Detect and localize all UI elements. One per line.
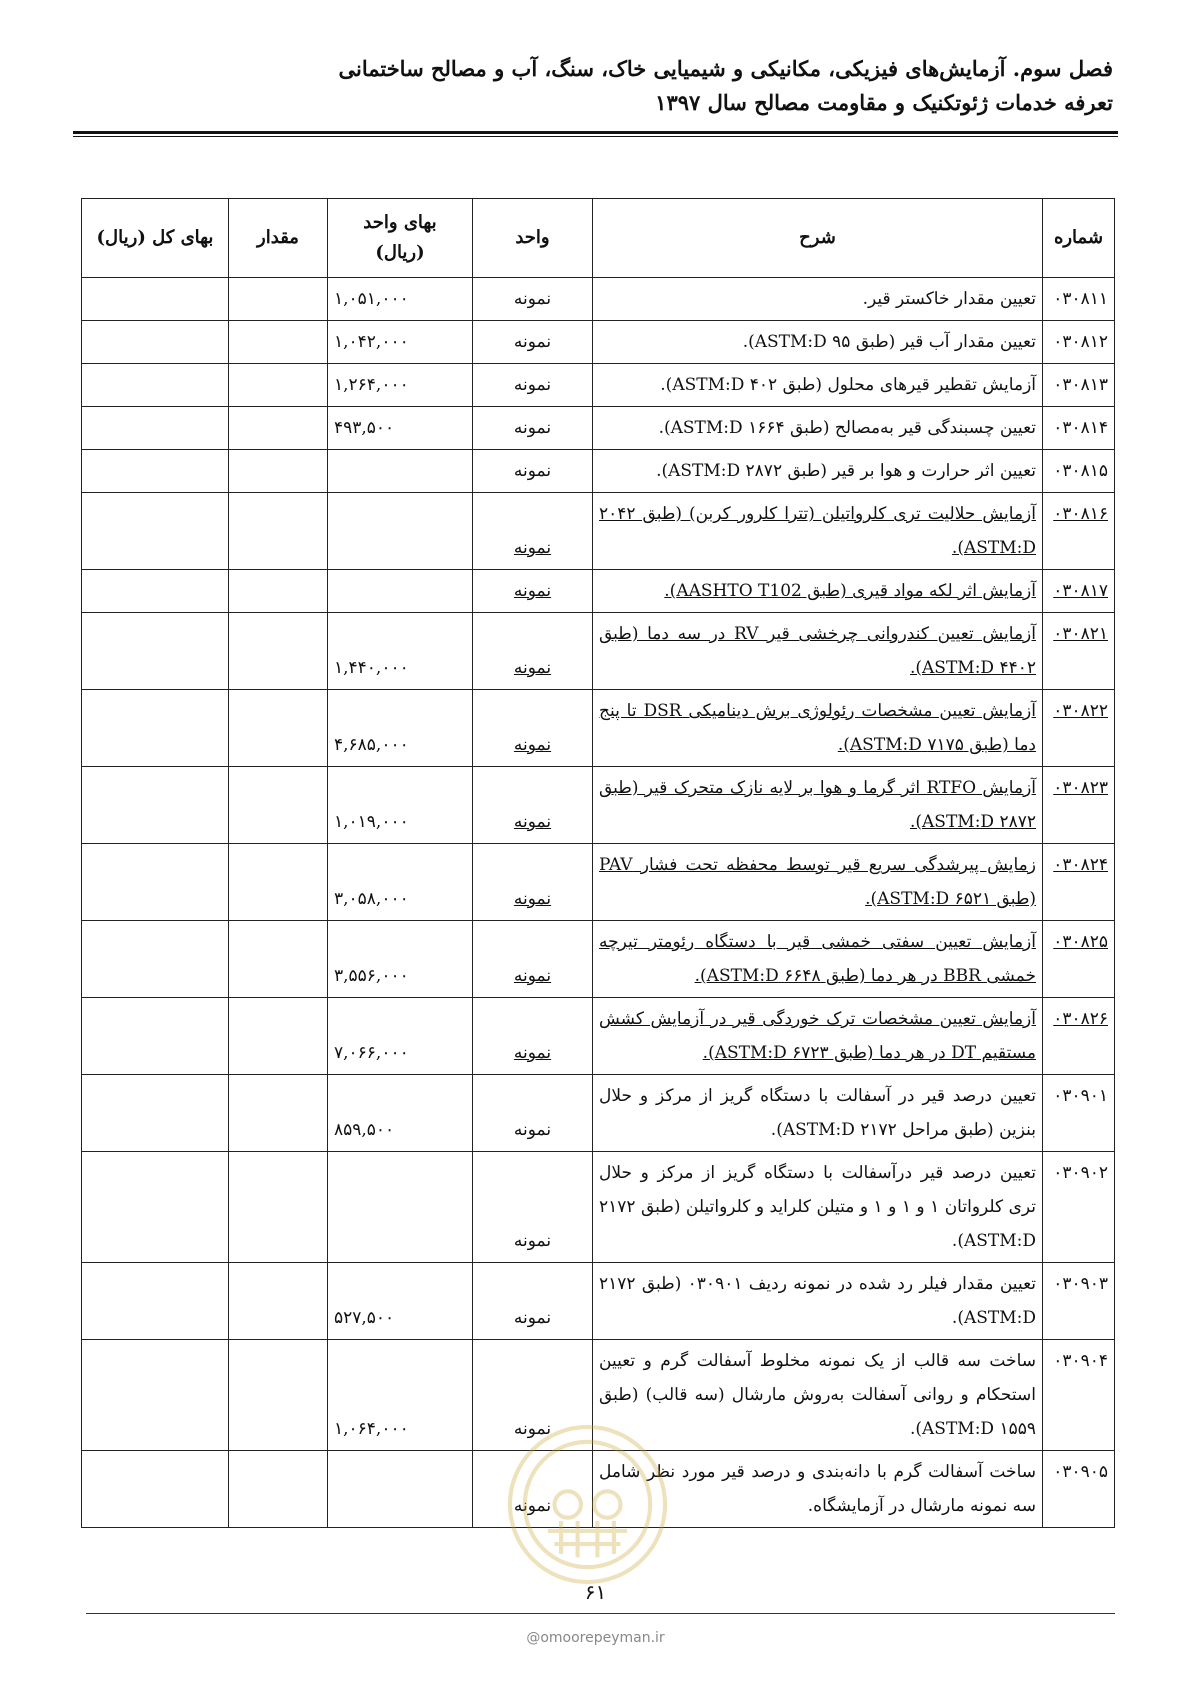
- row-unit-price: [328, 450, 473, 493]
- row-description: تعیین مقدار آب قیر (طبق ۹۵ ASTM:D).: [593, 321, 1043, 364]
- row-description: زمایش پیرشدگی سریع قیر توسط محفظه تحت فشار PAV (طبق ۶۵۲۱ ASTM:D).: [593, 844, 1043, 921]
- header-unit-price: [328, 199, 473, 278]
- row-description: ساخت سه قالب از یک نمونه مخلوط آسفالت گرم و تعیین استحکام و روانی آسفالت به‌روش مارشال (سه قالب) (طبق ۱۵۵۹ ASTM:D).: [593, 1340, 1043, 1451]
- row-total-price: [82, 321, 229, 364]
- table-row: [82, 690, 1115, 767]
- row-unit: نمونه: [473, 570, 593, 613]
- row-unit: نمونه: [473, 1075, 593, 1152]
- row-code: ۰۳۰۹۰۵: [1043, 1451, 1115, 1528]
- page-header: [78, 52, 1113, 120]
- row-unit-price: ۱,۰۴۲,۰۰۰: [328, 321, 473, 364]
- header-description: شرح: [593, 199, 1043, 278]
- row-quantity: [229, 767, 328, 844]
- row-description: آزمایش تعیین کندروانی چرخشی قیر RV در سه دما (طبق ۴۴۰۲ ASTM:D).: [593, 613, 1043, 690]
- row-unit-price: ۷,۰۶۶,۰۰۰: [328, 998, 473, 1075]
- row-code: ۰۳۰۸۱۲: [1043, 321, 1115, 364]
- row-unit-price: ۱,۴۴۰,۰۰۰: [328, 613, 473, 690]
- document-title: تعرفه خدمات ژئوتکنیک و مقاومت مصالح سال ۱۳۹۷: [655, 90, 1113, 115]
- row-quantity: [229, 998, 328, 1075]
- row-total-price: [82, 1075, 229, 1152]
- row-quantity: [229, 690, 328, 767]
- row-total-price: [82, 844, 229, 921]
- header-rule-thick: [73, 131, 1118, 134]
- row-unit-price: ۱,۰۱۹,۰۰۰: [328, 767, 473, 844]
- row-total-price: [82, 364, 229, 407]
- row-unit-price: ۳,۰۵۸,۰۰۰: [328, 844, 473, 921]
- row-code: ۰۳۰۸۱۵: [1043, 450, 1115, 493]
- row-code: ۰۳۰۹۰۱: [1043, 1075, 1115, 1152]
- row-code: ۰۳۰۹۰۳: [1043, 1263, 1115, 1340]
- row-code: ۰۳۰۸۱۱: [1043, 278, 1115, 321]
- footer-rule: [86, 1613, 1115, 1614]
- table-row: [82, 921, 1115, 998]
- row-total-price: [82, 690, 229, 767]
- row-unit: نمونه: [473, 1263, 593, 1340]
- row-unit: نمونه: [473, 998, 593, 1075]
- row-quantity: [229, 407, 328, 450]
- row-unit: نمونه: [473, 450, 593, 493]
- row-quantity: [229, 921, 328, 998]
- row-code: ۰۳۰۸۱۳: [1043, 364, 1115, 407]
- row-description: آزمایش اثر لکه مواد قیری (طبق AASHTO T102).: [593, 570, 1043, 613]
- page-number: ۶۱: [584, 1580, 607, 1604]
- row-unit: نمونه: [473, 278, 593, 321]
- row-unit-price: ۴,۶۸۵,۰۰۰: [328, 690, 473, 767]
- header-unit-price-label: بهای واحد: [363, 212, 437, 233]
- row-quantity: [229, 364, 328, 407]
- table-row: [82, 613, 1115, 690]
- row-code: ۰۳۰۹۰۲: [1043, 1152, 1115, 1263]
- row-code: ۰۳۰۸۱۷: [1043, 570, 1115, 613]
- row-total-price: [82, 767, 229, 844]
- row-description: تعیین چسبندگی قیر به‌مصالح (طبق ۱۶۶۴ ASTM:D).: [593, 407, 1043, 450]
- table-row: [82, 998, 1115, 1075]
- row-unit: نمونه: [473, 921, 593, 998]
- table-row: [82, 844, 1115, 921]
- table-row: [82, 1263, 1115, 1340]
- row-quantity: [229, 613, 328, 690]
- row-unit: نمونه: [473, 1152, 593, 1263]
- row-unit: نمونه: [473, 364, 593, 407]
- table-row: [82, 278, 1115, 321]
- header-code: شماره: [1043, 199, 1115, 278]
- table-body: [82, 278, 1115, 1528]
- row-total-price: [82, 1340, 229, 1451]
- row-total-price: [82, 613, 229, 690]
- row-unit-price: [328, 1451, 473, 1528]
- row-quantity: [229, 1451, 328, 1528]
- row-code: ۰۳۰۸۱۶: [1043, 493, 1115, 570]
- row-total-price: [82, 493, 229, 570]
- row-quantity: [229, 278, 328, 321]
- row-unit: نمونه: [473, 767, 593, 844]
- header-total-price: بهای کل (ریال): [82, 199, 229, 278]
- row-description: تعیین مقدار خاکستر قیر.: [593, 278, 1043, 321]
- row-description: آزمایش تعیین مشخصات ترک خوردگی قیر در آزمایش کشش مستقیم DT در هر دما (طبق ۶۷۲۳ ASTM:D).: [593, 998, 1043, 1075]
- row-quantity: [229, 321, 328, 364]
- row-unit-price: ۳,۵۵۶,۰۰۰: [328, 921, 473, 998]
- row-quantity: [229, 844, 328, 921]
- row-code: ۰۳۰۸۲۳: [1043, 767, 1115, 844]
- row-code: ۰۳۰۸۱۴: [1043, 407, 1115, 450]
- table-row: [82, 1340, 1115, 1451]
- row-unit-price: ۱,۰۵۱,۰۰۰: [328, 278, 473, 321]
- row-code: ۰۳۰۸۲۲: [1043, 690, 1115, 767]
- row-unit-price: ۱,۲۶۴,۰۰۰: [328, 364, 473, 407]
- header-unit: واحد: [473, 199, 593, 278]
- row-total-price: [82, 570, 229, 613]
- row-unit-price: ۵۲۷,۵۰۰: [328, 1263, 473, 1340]
- table-row: [82, 407, 1115, 450]
- table-header-row: [82, 199, 1115, 278]
- row-description: آزمایش تقطیر قیرهای محلول (طبق ۴۰۲ ASTM:D).: [593, 364, 1043, 407]
- row-code: ۰۳۰۸۲۶: [1043, 998, 1115, 1075]
- row-total-price: [82, 1451, 229, 1528]
- row-unit: نمونه: [473, 613, 593, 690]
- row-unit: نمونه: [473, 321, 593, 364]
- row-total-price: [82, 407, 229, 450]
- table-row: [82, 570, 1115, 613]
- row-quantity: [229, 450, 328, 493]
- row-description: تعیین درصد قیر در آسفالت با دستگاه گریز از مرکز و حلال بنزین (طبق مراحل ۲۱۷۲ ASTM:D).: [593, 1075, 1043, 1152]
- row-quantity: [229, 1340, 328, 1451]
- table-row: [82, 321, 1115, 364]
- row-total-price: [82, 1152, 229, 1263]
- row-unit: نمونه: [473, 407, 593, 450]
- header-unit-price-currency: (ریال): [375, 242, 425, 263]
- row-description: تعیین اثر حرارت و هوا بر قیر (طبق ۲۸۷۲ ASTM:D).: [593, 450, 1043, 493]
- table-row: [82, 364, 1115, 407]
- row-quantity: [229, 1075, 328, 1152]
- row-description: آزمایش تعیین سفتی خمشی قیر با دستگاه رئومتر تیرچه خمشی BBR در هر دما (طبق ۶۶۴۸ ASTM:D).: [593, 921, 1043, 998]
- row-total-price: [82, 1263, 229, 1340]
- header-rule-thin: [73, 136, 1118, 137]
- row-description: آزمایش تعیین مشخصات رئولوژی برش دینامیکی DSR تا پنج دما (طبق ۷۱۷۵ ASTM:D).: [593, 690, 1043, 767]
- row-unit: نمونه: [473, 1451, 593, 1528]
- header-quantity: مقدار: [229, 199, 328, 278]
- row-code: ۰۳۰۸۲۵: [1043, 921, 1115, 998]
- row-unit-price: ۱,۰۶۴,۰۰۰: [328, 1340, 473, 1451]
- row-unit-price: [328, 570, 473, 613]
- row-quantity: [229, 493, 328, 570]
- row-unit-price: ۴۹۳,۵۰۰: [328, 407, 473, 450]
- table-row: [82, 767, 1115, 844]
- row-unit: نمونه: [473, 1340, 593, 1451]
- website-watermark: @omoorepeyman.ir: [526, 1630, 665, 1646]
- row-total-price: [82, 921, 229, 998]
- row-description: ساخت آسفالت گرم با دانه‌بندی و درصد قیر مورد نظر شامل سه نمونه مارشال در آزمایشگاه.: [593, 1451, 1043, 1528]
- table-row: [82, 1152, 1115, 1263]
- row-code: ۰۳۰۸۲۴: [1043, 844, 1115, 921]
- chapter-title: فصل سوم. آزمایش‌های فیزیکی، مکانیکی و شیمیایی خاک، سنگ، آب و مصالح ساختمانی: [338, 56, 1113, 81]
- row-description: تعیین درصد قیر درآسفالت با دستگاه گریز از مرکز و حلال تری کلرواتان ۱ و ۱ و ۱ و متیلن کلراید و کلرواتیلن (طبق ۲۱۷۲ ASTM:D).: [593, 1152, 1043, 1263]
- row-code: ۰۳۰۸۲۱: [1043, 613, 1115, 690]
- row-quantity: [229, 1152, 328, 1263]
- row-code: ۰۳۰۹۰۴: [1043, 1340, 1115, 1451]
- table-row: [82, 1075, 1115, 1152]
- row-unit: نمونه: [473, 493, 593, 570]
- row-quantity: [229, 1263, 328, 1340]
- row-unit-price: [328, 493, 473, 570]
- table-row: [82, 1451, 1115, 1528]
- row-unit-price: [328, 1152, 473, 1263]
- tariff-table: [81, 198, 1115, 1528]
- row-description: آزمایش حلالیت تری کلرواتیلن (تترا کلرور کربن) (طبق ۲۰۴۲ ASTM:D).: [593, 493, 1043, 570]
- table-row: [82, 450, 1115, 493]
- row-quantity: [229, 570, 328, 613]
- row-unit: نمونه: [473, 690, 593, 767]
- row-unit: نمونه: [473, 844, 593, 921]
- table-row: [82, 493, 1115, 570]
- row-description: تعیین مقدار فیلر رد شده در نمونه ردیف ۰۳۰۹۰۱ (طبق ۲۱۷۲ ASTM:D).: [593, 1263, 1043, 1340]
- row-total-price: [82, 278, 229, 321]
- row-unit-price: ۸۵۹,۵۰۰: [328, 1075, 473, 1152]
- row-total-price: [82, 998, 229, 1075]
- row-total-price: [82, 450, 229, 493]
- row-description: آزمایش RTFO اثر گرما و هوا بر لایه نازک متحرک قیر (طبق ۲۸۷۲ ASTM:D).: [593, 767, 1043, 844]
